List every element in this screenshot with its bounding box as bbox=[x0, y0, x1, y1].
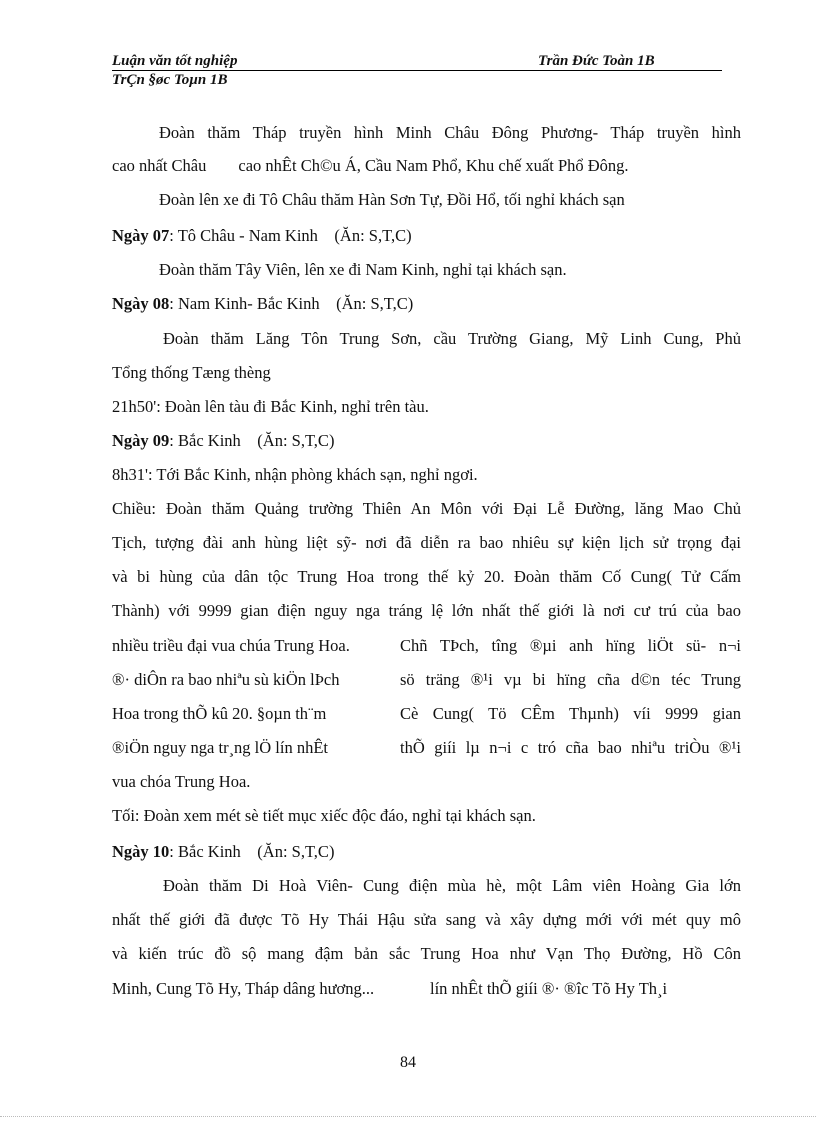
line-16-part-b: Chñ TÞch, tîng ®µi anh hïng liÖt sü- n¬i bbox=[400, 636, 741, 655]
line-17-part-b: sö träng ®¹i vµ bi hïng cña d©n téc Trung bbox=[400, 670, 741, 689]
line-18-part-a: Hoa trong thÕ kû 20. §oµn th¨m bbox=[112, 704, 327, 723]
line-13: Tịch, tượng đài anh hùng liệt sỹ- nơi đã diễn ra bao nhiêu sự kiện lịch sử trọng đại bbox=[112, 533, 741, 552]
header-author-garbled: TrÇn §øc Toµn 1B bbox=[112, 72, 228, 88]
day-08-label: Ngày 08 bbox=[112, 294, 170, 313]
line-1: Đoàn thăm Tháp truyền hình Minh Châu Đông Phương- Tháp truyền hình bbox=[159, 123, 741, 142]
header-author: Trần Đức Toàn 1B bbox=[538, 53, 655, 69]
header-rule bbox=[112, 70, 722, 71]
day-07-route: : Tô Châu - Nam Kinh (Ăn: S,T,C) bbox=[169, 226, 412, 245]
line-26-part-b: lín nhÊt thÕ giíi ®· ®îc Tõ Hy Th¸i bbox=[430, 979, 668, 998]
line-25: và kiến trúc đồ sộ mang đậm bản sắc Trung Hoa như Vạn Thọ Đường, Hồ Côn bbox=[112, 944, 741, 963]
page-number: 84 bbox=[400, 1054, 416, 1071]
line-9: 21h50': Đoàn lên tàu đi Bắc Kinh, nghỉ trên tàu. bbox=[112, 397, 429, 416]
line-26-part-a: Minh, Cung Tõ Hy, Tháp dâng hương... bbox=[112, 979, 375, 998]
line-16-part-a: nhiều triều đại vua chúa Trung Hoa. bbox=[112, 636, 350, 655]
line-11: 8h31': Tới Bắc Kinh, nhận phòng khách sạn, nghỉ ngơi. bbox=[112, 465, 478, 484]
day-08-route: : Nam Kinh- Bắc Kinh (Ăn: S,T,C) bbox=[169, 294, 414, 313]
line-3: Đoàn lên xe đi Tô Châu thăm Hàn Sơn Tự, Đồi Hổ, tối nghỉ khách sạn bbox=[159, 190, 625, 209]
line-19-part-a: ®iÖn nguy nga tr¸ng lÖ lín nhÊt bbox=[112, 738, 329, 757]
line-20: vua chóa Trung Hoa. bbox=[112, 772, 251, 791]
line-2-part-b: cao nhÊt Ch©u Á, Cầu Nam Phổ, Khu chế xuất Phổ Đông. bbox=[238, 156, 629, 175]
line-19-part-b: thÕ giíi lµ n¬i c tró cña bao nhiªu triÒu ®¹i bbox=[400, 738, 741, 757]
line-15: Thành) với 9999 gian điện nguy nga tráng lệ lớn nhất thế giới là nơi cư trú của bao bbox=[112, 601, 741, 620]
day-09-heading bbox=[112, 431, 334, 451]
line-2 bbox=[112, 156, 629, 176]
day-07-heading bbox=[112, 226, 412, 246]
day-10-label: Ngày 10 bbox=[112, 842, 170, 861]
day-09-route: : Bắc Kinh (Ăn: S,T,C) bbox=[169, 431, 335, 450]
bottom-dotted-rule bbox=[0, 1116, 816, 1117]
line-8: Tổng thống Tæng thèng bbox=[112, 363, 271, 382]
day-09-label: Ngày 09 bbox=[112, 431, 170, 450]
line-18-part-b: Cè Cung( Tö CÊm Thµnh) víi 9999 gian bbox=[400, 704, 741, 723]
day-07-label: Ngày 07 bbox=[112, 226, 170, 245]
day-10-heading bbox=[112, 842, 334, 862]
day-08-heading bbox=[112, 294, 413, 314]
line-23: Đoàn thăm Di Hoà Viên- Cung điện mùa hè, một Lâm viên Hoàng Gia lớn bbox=[163, 876, 741, 895]
line-24: nhất thế giới đã được Tõ Hy Thái Hậu sửa sang và xây dựng mới với mét quy mô bbox=[112, 910, 741, 929]
line-21: Tối: Đoàn xem mét sè tiết mục xiếc độc đáo, nghỉ tại khách sạn. bbox=[112, 806, 536, 825]
line-5: Đoàn thăm Tây Viên, lên xe đi Nam Kinh, nghỉ tại khách sạn. bbox=[159, 260, 567, 279]
line-17-part-a: ®· diÔn ra bao nhiªu sù kiÖn lÞch bbox=[112, 670, 340, 689]
line-2-part-a: cao nhất Châu bbox=[112, 156, 207, 175]
line-14: và bi hùng của dân tộc Trung Hoa trong thế kỷ 20. Đoàn thăm Cố Cung( Tử Cấm bbox=[112, 567, 741, 586]
line-7: Đoàn thăm Lăng Tôn Trung Sơn, cầu Trường Giang, Mỹ Linh Cung, Phủ bbox=[163, 329, 741, 348]
header-thesis-title: Luận văn tốt nghiệp bbox=[112, 53, 238, 69]
day-10-route: : Bắc Kinh (Ăn: S,T,C) bbox=[169, 842, 335, 861]
line-12: Chiều: Đoàn thăm Quảng trường Thiên An Môn với Đại Lễ Đường, lăng Mao Chủ bbox=[112, 499, 741, 518]
